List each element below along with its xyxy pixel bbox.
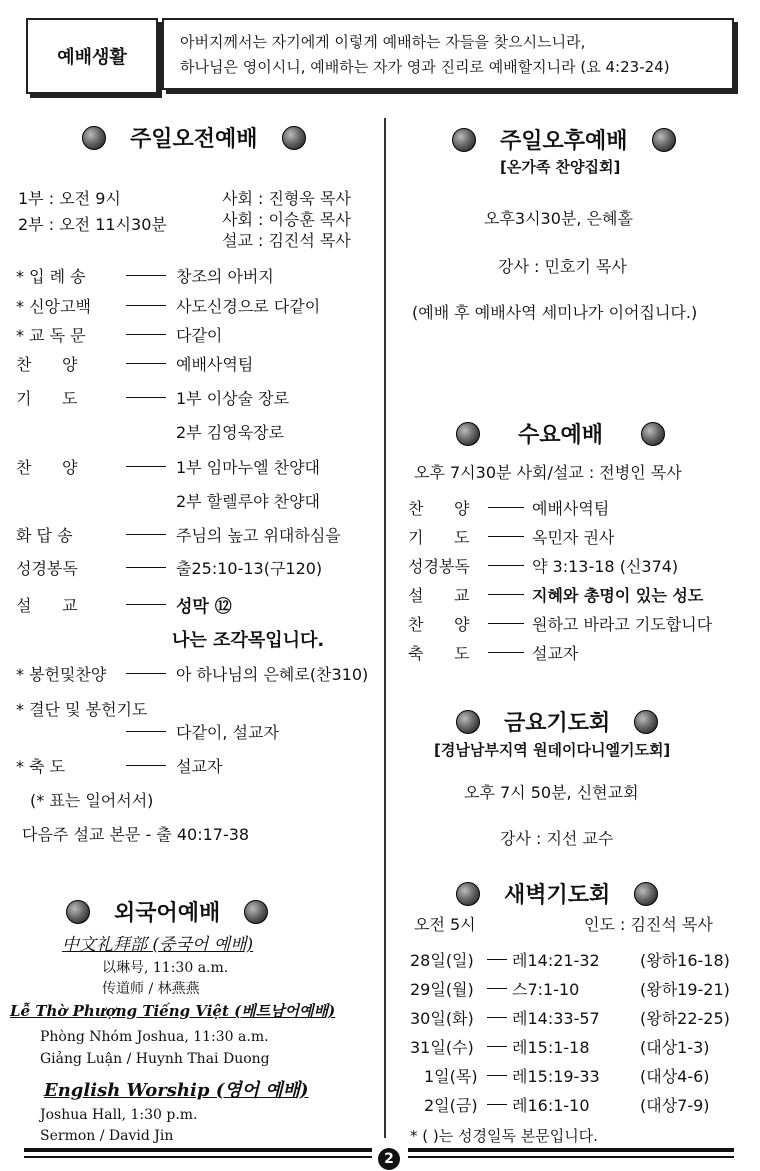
order-row — [16, 420, 284, 443]
afternoon-time: 오후3시30분, 은혜홀 — [484, 209, 633, 228]
order-label: 성경봉독 — [16, 559, 78, 578]
friday-subtitle: [경남남부지역 원데이다니엘기도회] — [434, 741, 671, 759]
dawn-reading: 레14:33-57 — [512, 1009, 600, 1028]
order-value: 사도신경으로 다같이 — [176, 297, 321, 316]
afternoon-note: (예배 후 예배사역 세미나가 이어집니다.) — [412, 303, 698, 322]
order-label: 찬 양 — [408, 615, 470, 634]
bullet-ball-icon — [456, 710, 480, 734]
order-row — [16, 352, 253, 375]
foreign-title-text: 외국어예배 — [114, 901, 221, 926]
wednesday-row — [408, 554, 678, 577]
order-row — [16, 592, 232, 617]
order-value: 설교자 — [532, 644, 579, 663]
dash-line — [126, 673, 166, 674]
friday-time: 오후 7시 50분, 신현교회 — [464, 783, 639, 802]
dawn-note: * ( )는 성경일독 본문입니다. — [410, 1127, 598, 1145]
order-value: 원하고 바라고 기도합니다 — [532, 615, 713, 634]
dash-line — [126, 275, 166, 276]
bullet-ball-icon — [66, 900, 90, 924]
header-label: 예배생활 — [26, 18, 158, 94]
dawn-reading: 레15:1-18 — [512, 1038, 590, 1057]
order-label: 찬 양 — [408, 499, 470, 518]
bullet-ball-icon — [282, 126, 306, 150]
dash-line — [487, 1046, 507, 1047]
dawn-reading: 레16:1-10 — [512, 1096, 590, 1115]
order-value: 성막 ⑫ — [176, 597, 232, 617]
order-row — [16, 523, 341, 546]
wednesday-row — [408, 525, 614, 548]
dawn-day: 29일(월) — [410, 980, 474, 999]
service-1-time: 1부 : 오전 9시 — [18, 189, 121, 208]
dash-line — [126, 466, 166, 467]
dawn-title-text: 새벽기도회 — [504, 883, 611, 908]
bullet-ball-icon — [244, 900, 268, 924]
chinese-line-1: 以琳号, 11:30 a.m. — [102, 960, 229, 976]
dawn-day: 1일(목) — [424, 1067, 478, 1086]
resolve-label: * 결단 및 봉헌기도 — [16, 700, 148, 719]
order-label: 축 도 — [408, 644, 470, 663]
friday-title — [456, 706, 658, 737]
dawn-extra-reading: (왕하19-21) — [640, 980, 730, 999]
dash-line — [487, 1017, 507, 1018]
wednesday-row — [408, 612, 712, 635]
next-week-text: 다음주 설교 본문 - 출 40:17-38 — [22, 825, 250, 844]
order-label: 찬 양 — [16, 458, 78, 477]
wednesday-row — [408, 583, 703, 606]
verse-line-2: 하나님은 영이시니, 예배하는 자가 영과 진리로 예배할지니라 (요 4:23-24) — [180, 58, 670, 76]
dash-line — [488, 507, 524, 508]
page-number: 2 — [378, 1148, 400, 1170]
order-label: * 교 독 문 — [16, 326, 86, 345]
viet-line-2: Giảng Luận / Huynh Thai Duong — [40, 1051, 270, 1067]
english-line-2: Sermon / David Jin — [40, 1128, 174, 1144]
dawn-title — [456, 878, 658, 909]
dawn-extra-reading: (대상7-9) — [640, 1096, 710, 1115]
dash-line — [126, 567, 166, 568]
dawn-leader: 인도 : 김진석 목사 — [584, 915, 713, 934]
order-label: * 입 례 송 — [16, 267, 86, 286]
dash-line — [488, 594, 524, 595]
dawn-extra-reading: (왕하22-25) — [640, 1009, 730, 1028]
service-leader-1: 사회 : 진형욱 목사 — [222, 189, 351, 208]
dash-line — [487, 1075, 507, 1076]
foreign-title — [66, 896, 268, 927]
order-value: 2부 김영욱장로 — [176, 423, 285, 442]
dash-line — [126, 731, 166, 732]
dash-line — [488, 623, 524, 624]
order-value: 지혜와 총명이 있는 성도 — [532, 586, 704, 605]
order-label: * 축 도 — [16, 757, 66, 776]
dash-line — [487, 959, 507, 960]
order-value: 2부 할렐루야 찬양대 — [176, 492, 320, 511]
order-row-benediction — [16, 754, 222, 777]
order-value: 주님의 높고 위대하심을 — [176, 526, 341, 545]
friday-speaker: 강사 : 지선 교수 — [500, 829, 614, 848]
verse-line-1: 아버지께서는 자기에게 이렇게 예배하는 자들을 찾으시느니라, — [180, 33, 586, 51]
dawn-reading: 레14:21-32 — [512, 951, 600, 970]
order-value: 출25:10-13(구120) — [176, 559, 323, 578]
dawn-extra-reading: (대상1-3) — [640, 1038, 710, 1057]
bullet-ball-icon — [456, 882, 480, 906]
dawn-extra-reading: (대상4-6) — [640, 1067, 710, 1086]
dash-line — [487, 1104, 507, 1105]
sermon-title: 나는 조각목입니다. — [172, 630, 325, 651]
order-value: 예배사역팀 — [176, 355, 254, 374]
dash-line — [126, 604, 166, 605]
dawn-day: 28일(일) — [410, 951, 474, 970]
wednesday-title — [456, 418, 665, 449]
order-value: 다같이 — [176, 326, 223, 345]
bullet-ball-icon — [641, 422, 665, 446]
order-label: 화 답 송 — [16, 526, 73, 545]
service-leader-2: 사회 : 이승훈 목사 — [222, 210, 351, 229]
order-row — [16, 489, 320, 512]
order-row — [16, 294, 320, 317]
viet-line-1: Phòng Nhóm Joshua, 11:30 a.m. — [40, 1029, 269, 1045]
dawn-day: 2일(금) — [424, 1096, 478, 1115]
dawn-time: 오전 5시 — [414, 915, 476, 934]
dawn-extra-reading: (왕하16-18) — [640, 951, 730, 970]
wednesday-info: 오후 7시30분 사회/설교 : 전병인 목사 — [414, 463, 682, 482]
dawn-day: 30일(화) — [410, 1009, 474, 1028]
order-label: 기 도 — [408, 528, 470, 547]
bullet-ball-icon — [634, 710, 658, 734]
dawn-reading: 레15:19-33 — [512, 1067, 600, 1086]
dash-line — [488, 565, 524, 566]
friday-title-text: 금요기도회 — [504, 711, 611, 736]
dash-line — [488, 652, 524, 653]
order-value: 약 3:13-18 (신374) — [532, 557, 679, 576]
dash-line — [126, 334, 166, 335]
bullet-ball-icon — [452, 128, 476, 152]
dash-line — [126, 363, 166, 364]
order-label: 찬 양 — [16, 355, 78, 374]
service-2-time: 2부 : 오전 11시30분 — [18, 215, 167, 234]
morning-title — [82, 122, 306, 153]
order-label: 기 도 — [16, 389, 78, 408]
order-label: * 신앙고백 — [16, 297, 91, 316]
preacher: 설교 : 김진석 목사 — [222, 231, 351, 250]
dash-line — [488, 536, 524, 537]
footer-rule-left — [24, 1148, 372, 1158]
footer-rule-right — [408, 1148, 734, 1158]
order-value: 1부 이상술 장로 — [176, 389, 290, 408]
order-value: 1부 임마누엘 찬양대 — [176, 458, 320, 477]
chinese-line-2: 传道师 / 林燕燕 — [102, 981, 200, 997]
order-label: * 봉헌및찬양 — [16, 665, 107, 684]
order-row — [16, 264, 274, 287]
order-value: 설교자 — [176, 757, 223, 776]
order-row — [16, 323, 222, 346]
bullet-ball-icon — [82, 126, 106, 150]
order-row — [16, 455, 320, 478]
order-value: 예배사역팀 — [532, 499, 610, 518]
column-divider — [384, 118, 386, 1138]
bullet-ball-icon — [634, 882, 658, 906]
afternoon-title-text: 주일오후예배 — [500, 129, 628, 154]
dash-line — [487, 988, 507, 989]
afternoon-title — [452, 124, 676, 155]
order-row — [16, 386, 289, 409]
order-row-offering — [16, 662, 368, 685]
bullet-ball-icon — [456, 422, 480, 446]
header-verse — [162, 18, 734, 90]
dash-line — [126, 534, 166, 535]
order-label: 성경봉독 — [408, 557, 470, 576]
dawn-reading: 스7:1-10 — [512, 980, 580, 999]
english-worship-title: English Worship (영어 예배) — [44, 1080, 309, 1101]
wednesday-row — [408, 496, 609, 519]
afternoon-subtitle: [온가족 찬양집회] — [500, 158, 621, 176]
viet-worship-title: Lễ Thờ Phượng Tiếng Việt (베트남어예배) — [10, 1002, 336, 1020]
english-line-1: Joshua Hall, 1:30 p.m. — [40, 1107, 198, 1123]
dash-line — [126, 397, 166, 398]
dash-line — [126, 305, 166, 306]
morning-title-text: 주일오전예배 — [130, 127, 258, 152]
order-value: 창조의 아버지 — [176, 267, 274, 286]
bullet-ball-icon — [652, 128, 676, 152]
dawn-day: 31일(수) — [410, 1038, 474, 1057]
order-row-resolve — [116, 720, 279, 743]
order-label: 설 교 — [408, 586, 470, 605]
wednesday-row — [408, 641, 578, 664]
order-value: 다같이, 설교자 — [176, 723, 279, 742]
standing-note: (* 표는 일어서서) — [30, 791, 154, 810]
dash-line — [126, 765, 166, 766]
order-row — [16, 556, 322, 579]
order-value: 아 하나님의 은혜로(찬310) — [176, 665, 369, 684]
afternoon-speaker: 강사 : 민호기 목사 — [498, 257, 627, 276]
order-value: 옥민자 권사 — [532, 528, 615, 547]
wednesday-title-text: 수요예배 — [518, 423, 604, 448]
chinese-worship-title: 中文礼拜部 (중국어 예배) — [62, 935, 254, 955]
order-label: 설 교 — [16, 596, 78, 615]
